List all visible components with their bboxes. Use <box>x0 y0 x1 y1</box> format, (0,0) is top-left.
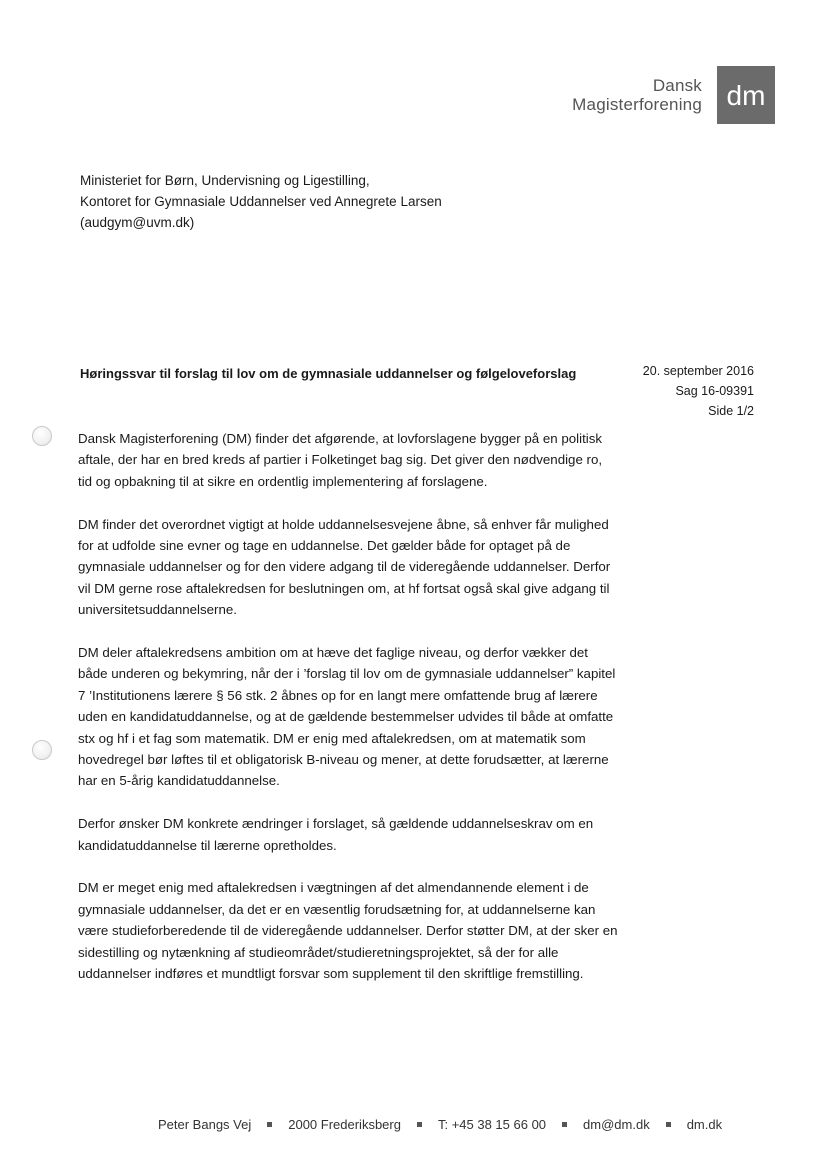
case-number: Sag 16-09391 <box>675 384 754 398</box>
letter-subject: Høringssvar til forslag til lov om de gymnasiale uddannelser og følgeloveforslag <box>80 366 577 381</box>
punch-hole-top <box>32 426 52 446</box>
letter-meta <box>643 361 754 421</box>
recipient-email: (audgym@uvm.dk) <box>80 215 195 230</box>
footer-website: dm.dk <box>686 1117 723 1132</box>
organization-name-line1: Dansk <box>652 76 702 95</box>
dm-logo <box>717 66 775 124</box>
footer-email: dm@dm.dk <box>583 1117 650 1132</box>
bullet-separator-icon <box>666 1122 671 1127</box>
dm-logo-text: dm <box>726 80 766 111</box>
body-paragraph-5: DM er meget enig med aftalekredsen i vægtningen af det almendannende element i de gymnasiale uddannelser, da det er en væsentlig forudsætning for, at uddannelserne kan være studieforberedende til de videregående uddannelser. Derfor støtter DM, at der sker en sidestilling og nytænkning af studieområdet/studieretningsprojektet, så der for alle uddannelser indføres et mundtligt forsvar som supplement til den skriftlige fremstilling. <box>78 880 618 982</box>
bullet-separator-icon <box>417 1122 422 1127</box>
organization-name <box>572 76 702 114</box>
body-paragraph-3: DM deler aftalekredsens ambition om at hæve det faglige niveau, og derfor vækker det både underen og bekymring, når der i ’forslag til lov om de gymnasiale uddannelser” kapitel 7 ’Institutionens lærere § 56 stk. 2 åbnes op for en langt mere omfattende brug af lærere uden en kandidatuddannelse, og at de gældende bestemmelser udvides til både at omfatte stx og hf i et fag som matematik. DM er enig med aftalekredsen, om at matematik som hovedregel bør løftes til et obligatorisk B-niveau og mener, at dette forudsætter, at lærerne har en 5-årig kandidatuddannelse. <box>78 645 616 789</box>
recipient-block <box>80 170 442 233</box>
recipient-line-1: Ministeriet for Børn, Undervisning og Ligestilling, <box>80 173 370 188</box>
letter-date: 20. september 2016 <box>642 364 754 378</box>
body-paragraph-1: Dansk Magisterforening (DM) finder det afgørende, at lovforslagene bygger på en politisk aftale, der har en bred kreds af partier i Folketinget bag sig. Det giver den nødvendige ro, tid og opbakning til at sikre en ordentlig implementering af forslagene. <box>78 431 603 489</box>
letter-body <box>78 428 618 1006</box>
letter-footer <box>158 1117 722 1132</box>
page-number: Side 1/2 <box>708 404 754 418</box>
footer-address: Peter Bangs Vej <box>158 1117 252 1132</box>
bullet-separator-icon <box>562 1122 567 1127</box>
organization-name-line2: Magisterforening <box>572 95 702 114</box>
body-paragraph-2: DM finder det overordnet vigtigt at holde uddannelsesvejene åbne, så enhver får mulighed for at udfolde sine evner og tage en uddannelse. Det gælder både for optaget på de gymnasiale uddannelser og for den videre adgang til de videregående uddannelser. Derfor vil DM gerne rose aftalekredsen for beslutningen om, at hf fortsat også skal give adgang til universitetsuddannelserne. <box>78 516 611 618</box>
punch-hole-bottom <box>32 740 52 760</box>
footer-phone: T: +45 38 15 66 00 <box>437 1117 547 1132</box>
dm-logo-mark <box>717 66 775 124</box>
body-paragraph-4: Derfor ønsker DM konkrete ændringer i forslaget, så gældende uddannelseskrav om en kandidatuddannelse til lærerne opretholdes. <box>78 816 594 853</box>
footer-city: 2000 Frederiksberg <box>288 1117 401 1132</box>
recipient-line-2: Kontoret for Gymnasiale Uddannelser ved Annegrete Larsen <box>80 194 442 209</box>
bullet-separator-icon <box>267 1122 272 1127</box>
